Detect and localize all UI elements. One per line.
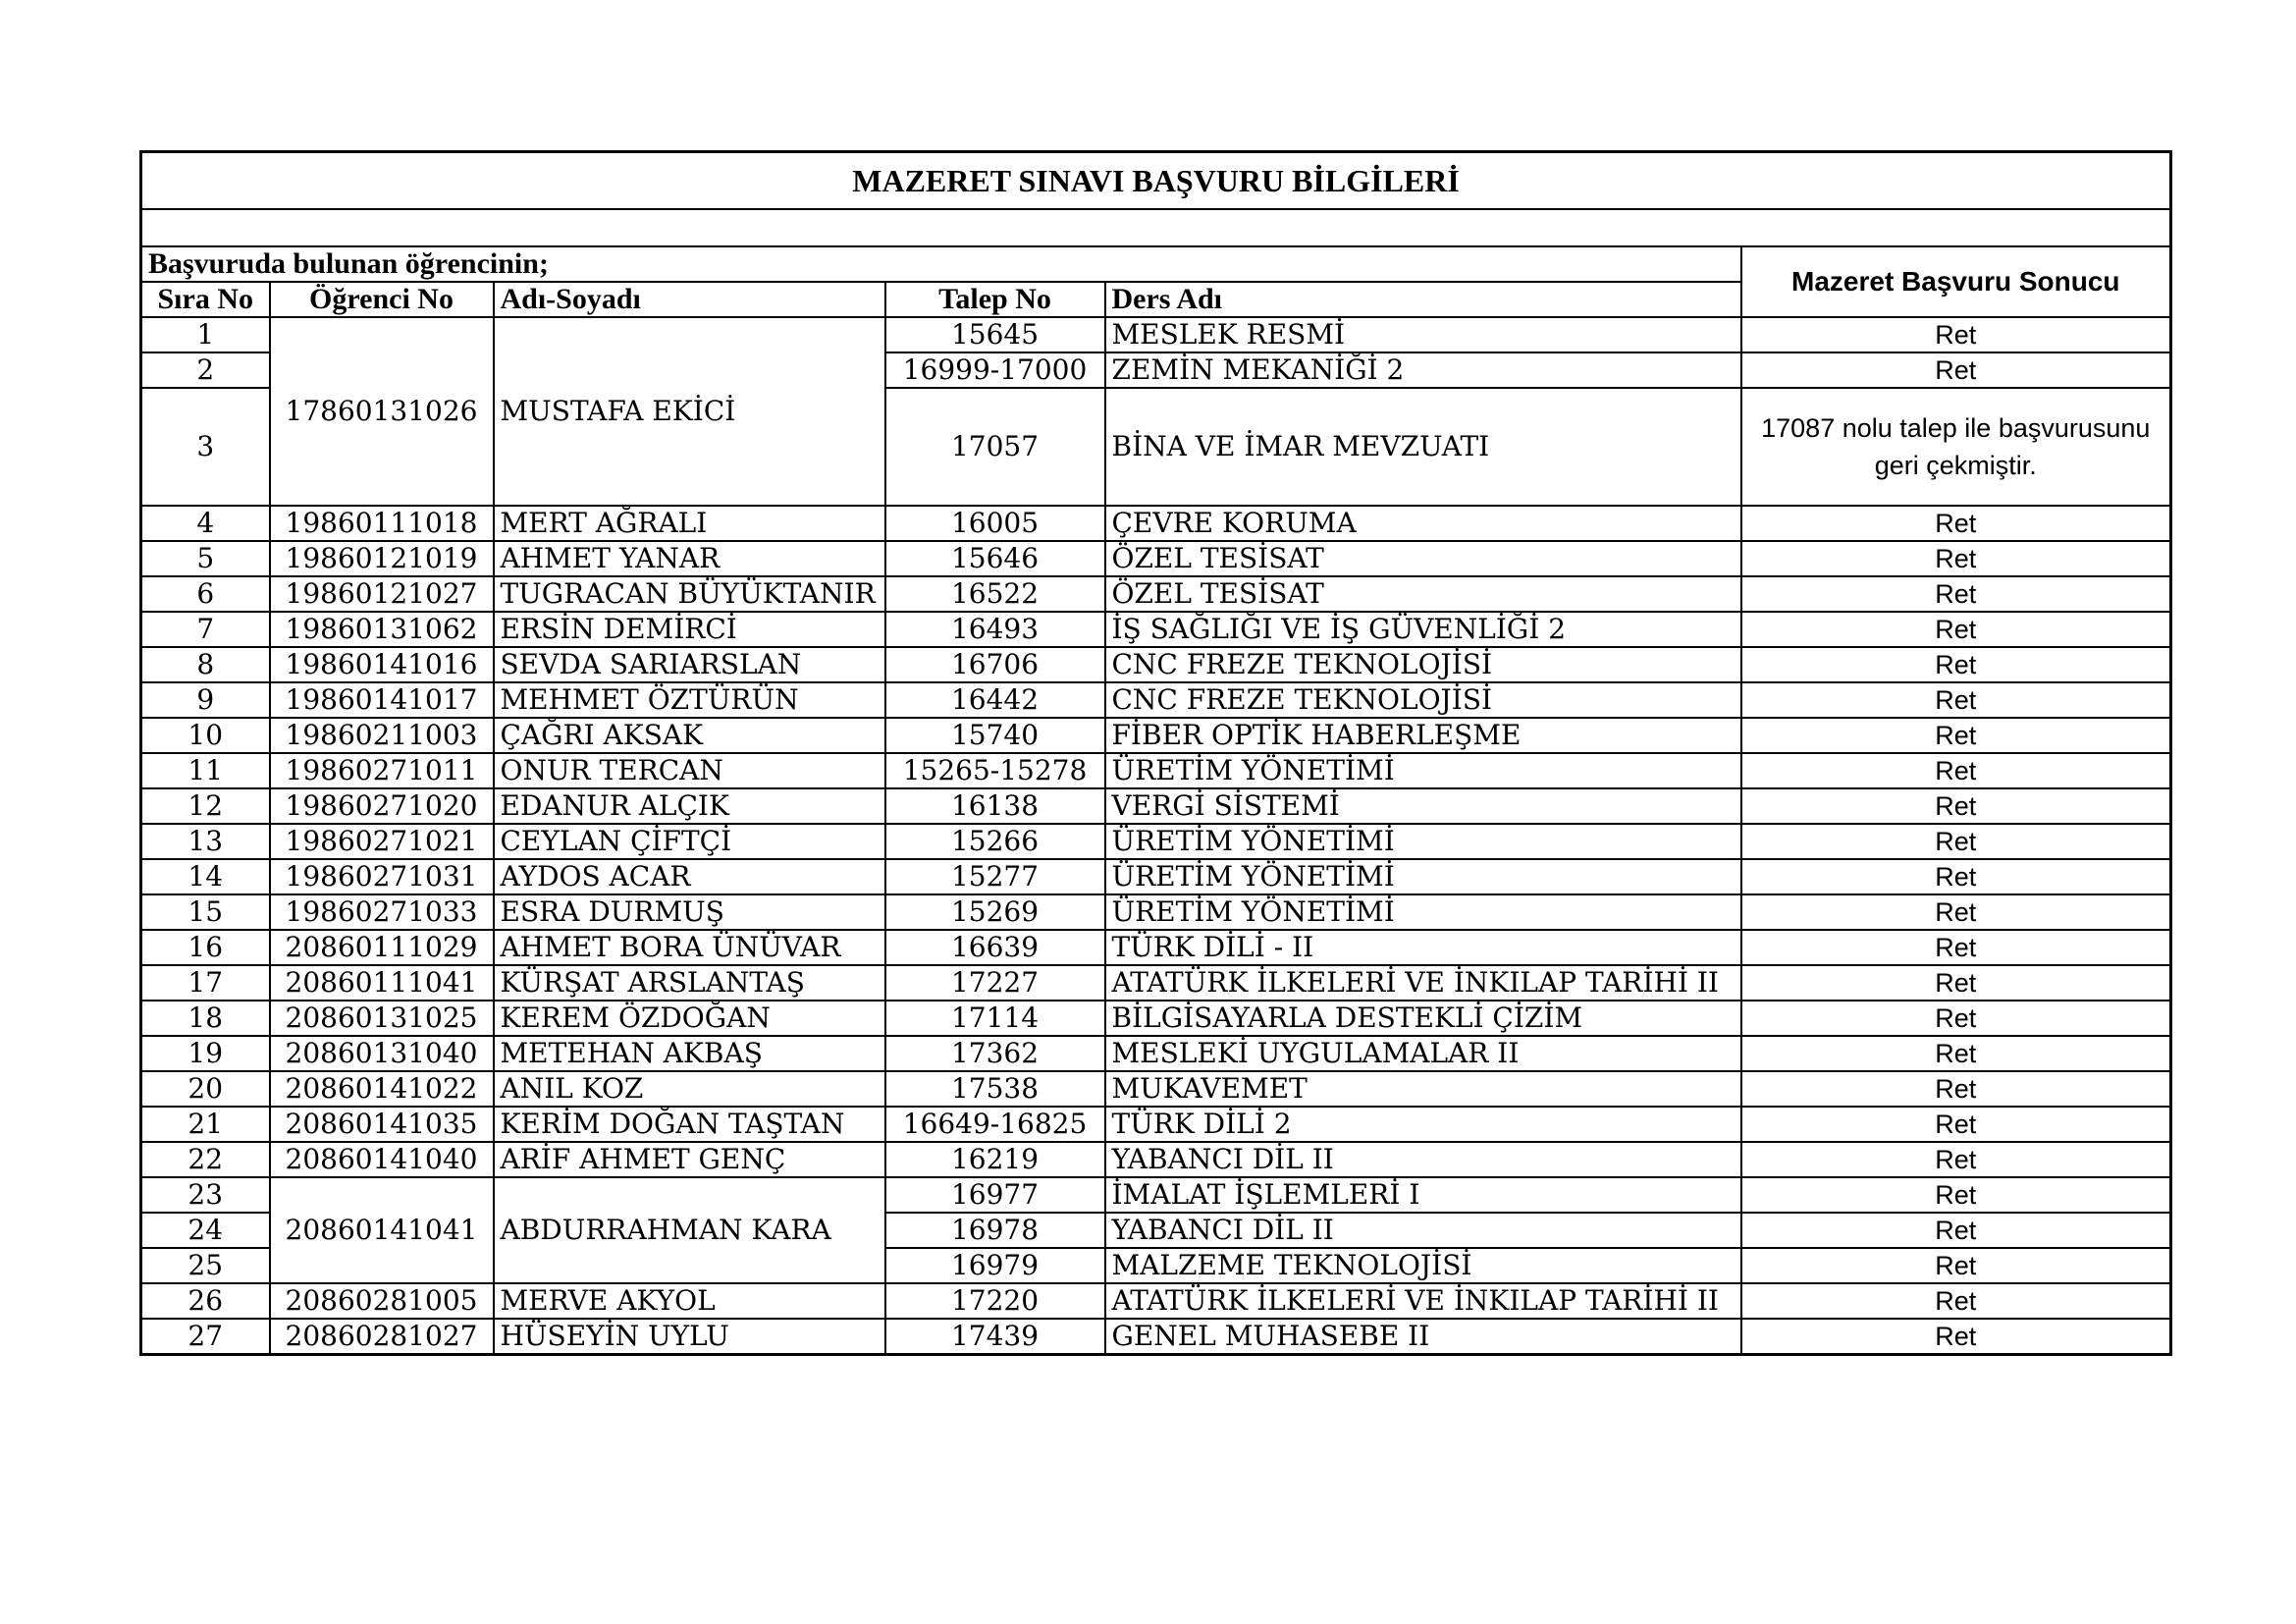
- ogrenci-no-cell: 19860141016: [270, 647, 494, 682]
- sira-no-cell: 8: [141, 647, 270, 682]
- sira-no-cell: 15: [141, 894, 270, 930]
- talep-no-cell: 17439: [885, 1319, 1105, 1355]
- sira-no-cell: 19: [141, 1036, 270, 1071]
- ogrenci-no-cell: 20860281027: [270, 1319, 494, 1355]
- adi-soyadi-cell: AHMET BORA ÜNÜVAR: [494, 930, 885, 965]
- table-row: [141, 506, 2171, 541]
- table-row: [141, 1142, 2171, 1177]
- talep-no-cell: 16999-17000: [885, 352, 1105, 388]
- page-title: MAZERET SINAVI BAŞVURU BİLGİLERİ: [141, 152, 2171, 209]
- table-row: [141, 647, 2171, 682]
- talep-no-cell: 16442: [885, 682, 1105, 718]
- table-row: [141, 576, 2171, 612]
- sonuc-cell: Ret: [1741, 824, 2171, 859]
- sira-no-cell: 13: [141, 824, 270, 859]
- sonuc-cell: Ret: [1741, 1001, 2171, 1036]
- ogrenci-no-cell: 19860271020: [270, 788, 494, 824]
- sonuc-cell: Ret: [1741, 1283, 2171, 1319]
- adi-soyadi-cell: MERT AĞRALI: [494, 506, 885, 541]
- ders-adi-cell: TÜRK DİLİ - II: [1105, 930, 1741, 965]
- ogrenci-no-cell: 20860141035: [270, 1107, 494, 1142]
- adi-soyadi-cell: ÇAĞRI AKSAK: [494, 718, 885, 753]
- ders-adi-cell: YABANCI DİL II: [1105, 1142, 1741, 1177]
- ders-adi-cell: ÖZEL TESİSAT: [1105, 576, 1741, 612]
- sonuc-cell: Ret: [1741, 682, 2171, 718]
- table-row: [141, 930, 2171, 965]
- sonuc-cell: Ret: [1741, 1177, 2171, 1213]
- ders-adi-cell: ZEMİN MEKANİĞİ 2: [1105, 352, 1741, 388]
- table-row: [141, 541, 2171, 576]
- table-row: [141, 718, 2171, 753]
- sonuc-cell: Ret: [1741, 506, 2171, 541]
- talep-no-cell: 15646: [885, 541, 1105, 576]
- adi-soyadi-cell: AHMET YANAR: [494, 541, 885, 576]
- sonuc-cell: Ret: [1741, 1107, 2171, 1142]
- talep-no-cell: 17362: [885, 1036, 1105, 1071]
- talep-no-cell: 16138: [885, 788, 1105, 824]
- ogrenci-no-cell: 20860141041: [270, 1177, 494, 1283]
- ders-adi-cell: CNC FREZE TEKNOLOJİSİ: [1105, 647, 1741, 682]
- talep-no-cell: 15266: [885, 824, 1105, 859]
- adi-soyadi-cell: MUSTAFA EKİCİ: [494, 317, 885, 506]
- ders-adi-cell: BİNA VE İMAR MEVZUATI: [1105, 388, 1741, 506]
- talep-no-cell: 16493: [885, 612, 1105, 647]
- table-row: [141, 1001, 2171, 1036]
- sira-no-cell: 2: [141, 352, 270, 388]
- sira-no-cell: 5: [141, 541, 270, 576]
- talep-no-cell: 16977: [885, 1177, 1105, 1213]
- ders-adi-cell: CNC FREZE TEKNOLOJİSİ: [1105, 682, 1741, 718]
- adi-soyadi-cell: KEREM ÖZDOĞAN: [494, 1001, 885, 1036]
- header-talep-no: Talep No: [885, 282, 1105, 317]
- ders-adi-cell: ÜRETİM YÖNETİMİ: [1105, 824, 1741, 859]
- ders-adi-cell: TÜRK DİLİ 2: [1105, 1107, 1741, 1142]
- sira-no-cell: 24: [141, 1213, 270, 1248]
- sira-no-cell: 26: [141, 1283, 270, 1319]
- sira-no-cell: 4: [141, 506, 270, 541]
- sira-no-cell: 25: [141, 1248, 270, 1283]
- sonuc-cell: Ret: [1741, 541, 2171, 576]
- ogrenci-no-cell: 20860111041: [270, 965, 494, 1001]
- sira-no-cell: 20: [141, 1071, 270, 1107]
- ogrenci-no-cell: 19860141017: [270, 682, 494, 718]
- talep-no-cell: 16005: [885, 506, 1105, 541]
- talep-no-cell: 17227: [885, 965, 1105, 1001]
- sonuc-cell: Ret: [1741, 930, 2171, 965]
- talep-no-cell: 17057: [885, 388, 1105, 506]
- sonuc-cell: Ret: [1741, 576, 2171, 612]
- adi-soyadi-cell: ESRA DURMUŞ: [494, 894, 885, 930]
- sira-no-cell: 17: [141, 965, 270, 1001]
- sira-no-cell: 22: [141, 1142, 270, 1177]
- sira-no-cell: 9: [141, 682, 270, 718]
- ders-adi-cell: ATATÜRK İLKELERİ VE İNKILAP TARİHİ II: [1105, 1283, 1741, 1319]
- ders-adi-cell: İMALAT İŞLEMLERİ I: [1105, 1177, 1741, 1213]
- talep-no-cell: 15265-15278: [885, 753, 1105, 788]
- sira-no-cell: 14: [141, 859, 270, 894]
- talep-no-cell: 16522: [885, 576, 1105, 612]
- table-row: [141, 965, 2171, 1001]
- ogrenci-no-cell: 20860141022: [270, 1071, 494, 1107]
- talep-no-cell: 16649-16825: [885, 1107, 1105, 1142]
- adi-soyadi-cell: ANIL KOZ: [494, 1071, 885, 1107]
- table-row: [141, 894, 2171, 930]
- ogrenci-no-cell: 19860121019: [270, 541, 494, 576]
- talep-no-cell: 15269: [885, 894, 1105, 930]
- adi-soyadi-cell: ARİF AHMET GENÇ: [494, 1142, 885, 1177]
- sonuc-cell: Ret: [1741, 1248, 2171, 1283]
- talep-no-cell: 15740: [885, 718, 1105, 753]
- ders-adi-cell: MUKAVEMET: [1105, 1071, 1741, 1107]
- adi-soyadi-cell: MERVE AKYOL: [494, 1283, 885, 1319]
- group-header: Başvuruda bulunan öğrencinin;: [141, 246, 1741, 282]
- sonuc-cell: Ret: [1741, 1319, 2171, 1355]
- sira-no-cell: 12: [141, 788, 270, 824]
- ogrenci-no-cell: 19860211003: [270, 718, 494, 753]
- adi-soyadi-cell: TUGRACAN BÜYÜKTANIR: [494, 576, 885, 612]
- talep-no-cell: 15645: [885, 317, 1105, 352]
- adi-soyadi-cell: ABDURRAHMAN KARA: [494, 1177, 885, 1283]
- ogrenci-no-cell: 19860271031: [270, 859, 494, 894]
- talep-no-cell: 16979: [885, 1248, 1105, 1283]
- application-table: [139, 150, 2172, 1356]
- sonuc-cell: Ret: [1741, 612, 2171, 647]
- table-row: [141, 1107, 2171, 1142]
- header-adi-soyadi: Adı-Soyadı: [494, 282, 885, 317]
- ders-adi-cell: YABANCI DİL II: [1105, 1213, 1741, 1248]
- ogrenci-no-cell: 19860131062: [270, 612, 494, 647]
- ders-adi-cell: MESLEKİ UYGULAMALAR II: [1105, 1036, 1741, 1071]
- table-row: [141, 1283, 2171, 1319]
- adi-soyadi-cell: MEHMET ÖZTÜRÜN: [494, 682, 885, 718]
- talep-no-cell: 16706: [885, 647, 1105, 682]
- sonuc-cell: Ret: [1741, 1142, 2171, 1177]
- sonuc-cell: Ret: [1741, 317, 2171, 352]
- sira-no-cell: 23: [141, 1177, 270, 1213]
- ogrenci-no-cell: 20860131040: [270, 1036, 494, 1071]
- ogrenci-no-cell: 20860131025: [270, 1001, 494, 1036]
- adi-soyadi-cell: SEVDA SARIARSLAN: [494, 647, 885, 682]
- table-row: [141, 612, 2171, 647]
- sira-no-cell: 16: [141, 930, 270, 965]
- sonuc-cell: 17087 nolu talep ile başvurusunu geri çekmiştir.: [1741, 388, 2171, 506]
- adi-soyadi-cell: CEYLAN ÇİFTÇİ: [494, 824, 885, 859]
- sira-no-cell: 10: [141, 718, 270, 753]
- table-row: [141, 859, 2171, 894]
- table-row: [141, 824, 2171, 859]
- blank-cell: [141, 209, 2171, 246]
- ders-adi-cell: MESLEK RESMİ: [1105, 317, 1741, 352]
- ogrenci-no-cell: 20860141040: [270, 1142, 494, 1177]
- sira-no-cell: 1: [141, 317, 270, 352]
- sira-no-cell: 27: [141, 1319, 270, 1355]
- sonuc-cell: Ret: [1741, 753, 2171, 788]
- sonuc-cell: Ret: [1741, 352, 2171, 388]
- adi-soyadi-cell: KÜRŞAT ARSLANTAŞ: [494, 965, 885, 1001]
- talep-no-cell: 17538: [885, 1071, 1105, 1107]
- ders-adi-cell: ÜRETİM YÖNETİMİ: [1105, 859, 1741, 894]
- header-sonuc: Mazeret Başvuru Sonucu: [1741, 246, 2171, 317]
- ders-adi-cell: ÖZEL TESİSAT: [1105, 541, 1741, 576]
- sonuc-cell: Ret: [1741, 718, 2171, 753]
- ders-adi-cell: ÜRETİM YÖNETİMİ: [1105, 753, 1741, 788]
- header-sira-no: Sıra No: [141, 282, 270, 317]
- talep-no-cell: 16978: [885, 1213, 1105, 1248]
- ders-adi-cell: ÜRETİM YÖNETİMİ: [1105, 894, 1741, 930]
- header-ogrenci-no: Öğrenci No: [270, 282, 494, 317]
- ders-adi-cell: ÇEVRE KORUMA: [1105, 506, 1741, 541]
- table-row: [141, 1177, 2171, 1213]
- ogrenci-no-cell: 19860121027: [270, 576, 494, 612]
- table-row: [141, 1036, 2171, 1071]
- talep-no-cell: 15277: [885, 859, 1105, 894]
- sonuc-cell: Ret: [1741, 1071, 2171, 1107]
- ders-adi-cell: FİBER OPTİK HABERLEŞME: [1105, 718, 1741, 753]
- blank-row: [141, 209, 2171, 246]
- title-row: [141, 152, 2171, 209]
- sira-no-cell: 6: [141, 576, 270, 612]
- ders-adi-cell: İŞ SAĞLIĞI VE İŞ GÜVENLİĞİ 2: [1105, 612, 1741, 647]
- sira-no-cell: 3: [141, 388, 270, 506]
- ogrenci-no-cell: 17860131026: [270, 317, 494, 506]
- talep-no-cell: 17220: [885, 1283, 1105, 1319]
- sonuc-cell: Ret: [1741, 859, 2171, 894]
- ogrenci-no-cell: 19860271021: [270, 824, 494, 859]
- table-row: [141, 682, 2171, 718]
- sira-no-cell: 7: [141, 612, 270, 647]
- sonuc-cell: Ret: [1741, 1213, 2171, 1248]
- ogrenci-no-cell: 19860111018: [270, 506, 494, 541]
- ders-adi-cell: BİLGİSAYARLA DESTEKLİ ÇİZİM: [1105, 1001, 1741, 1036]
- sonuc-cell: Ret: [1741, 894, 2171, 930]
- ders-adi-cell: GENEL MUHASEBE II: [1105, 1319, 1741, 1355]
- sonuc-cell: Ret: [1741, 965, 2171, 1001]
- table-row: [141, 1319, 2171, 1355]
- table-row: [141, 1071, 2171, 1107]
- ogrenci-no-cell: 19860271033: [270, 894, 494, 930]
- ogrenci-no-cell: 20860281005: [270, 1283, 494, 1319]
- adi-soyadi-cell: METEHAN AKBAŞ: [494, 1036, 885, 1071]
- application-sheet: [139, 150, 2169, 1356]
- sira-no-cell: 21: [141, 1107, 270, 1142]
- sonuc-cell: Ret: [1741, 1036, 2171, 1071]
- sonuc-cell: Ret: [1741, 647, 2171, 682]
- adi-soyadi-cell: AYDOS ACAR: [494, 859, 885, 894]
- ders-adi-cell: MALZEME TEKNOLOJİSİ: [1105, 1248, 1741, 1283]
- ogrenci-no-cell: 20860111029: [270, 930, 494, 965]
- adi-soyadi-cell: HÜSEYİN UYLU: [494, 1319, 885, 1355]
- ders-adi-cell: ATATÜRK İLKELERİ VE İNKILAP TARİHİ II: [1105, 965, 1741, 1001]
- adi-soyadi-cell: KERİM DOĞAN TAŞTAN: [494, 1107, 885, 1142]
- table-row: [141, 317, 2171, 352]
- table-row: [141, 788, 2171, 824]
- group-header-row: [141, 246, 2171, 282]
- adi-soyadi-cell: ERSİN DEMİRCİ: [494, 612, 885, 647]
- header-ders-adi: Ders Adı: [1105, 282, 1741, 317]
- talep-no-cell: 17114: [885, 1001, 1105, 1036]
- adi-soyadi-cell: ONUR TERCAN: [494, 753, 885, 788]
- talep-no-cell: 16219: [885, 1142, 1105, 1177]
- adi-soyadi-cell: EDANUR ALÇIK: [494, 788, 885, 824]
- sira-no-cell: 11: [141, 753, 270, 788]
- sonuc-cell: Ret: [1741, 788, 2171, 824]
- sira-no-cell: 18: [141, 1001, 270, 1036]
- ders-adi-cell: VERGİ SİSTEMİ: [1105, 788, 1741, 824]
- ogrenci-no-cell: 19860271011: [270, 753, 494, 788]
- talep-no-cell: 16639: [885, 930, 1105, 965]
- table-row: [141, 753, 2171, 788]
